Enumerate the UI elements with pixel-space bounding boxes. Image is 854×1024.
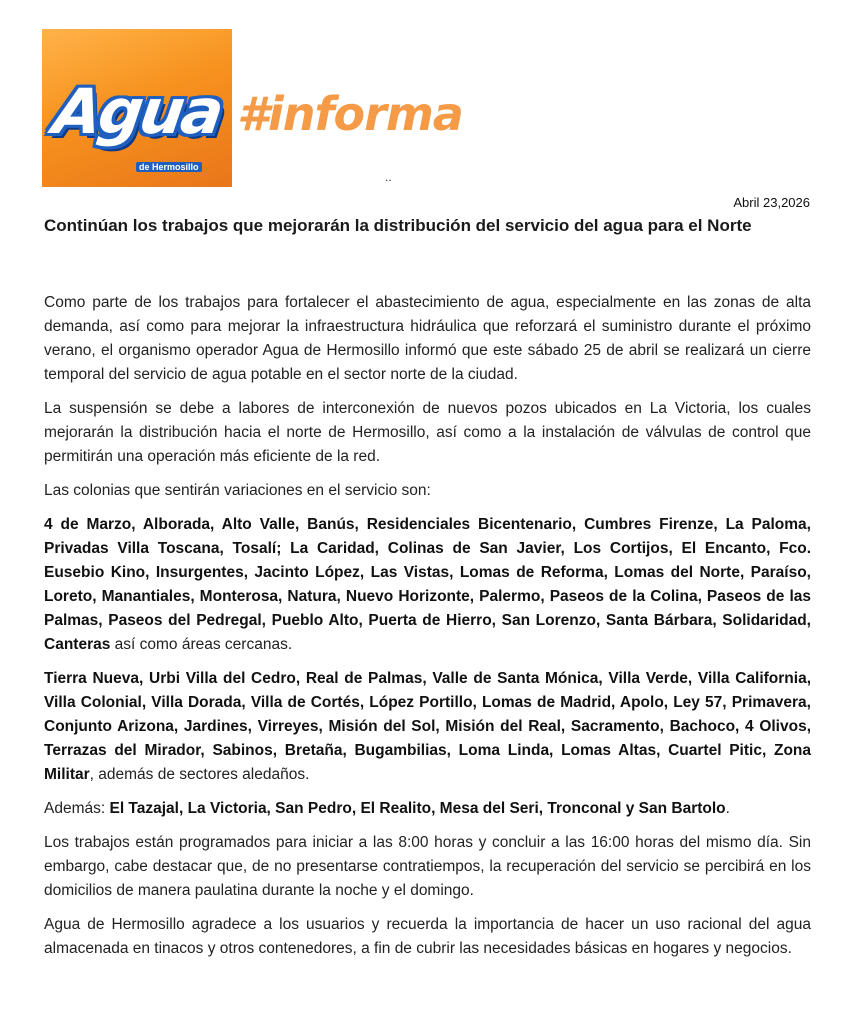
article-body — [44, 291, 811, 971]
paragraph-schedule: Los trabajos están programados para iniciar a las 8:00 horas y concluir a las 16:00 horas del mismo día. Sin embargo, cabe destacar que, de no presentarse contratiempos, la recuperación del servicio se percibirá en los domicilios de manera paulatina durante la noche y el domingo. — [44, 834, 811, 899]
colonias-lead-3: Además: — [44, 800, 110, 817]
release-date: Abril 23,2026 — [733, 195, 810, 210]
logo-brand-subtext: de Hermosillo — [136, 162, 202, 172]
page-title: Continúan los trabajos que mejorarán la distribución del servicio del agua para el Norte — [44, 216, 752, 235]
separator-dots: .. — [385, 170, 392, 184]
paragraph-reason: La suspensión se debe a labores de interconexión de nuevos pozos ubicados en La Victoria, los cuales mejorarán la distribución hacia el norte de Hermosillo, así como a la instalación de válvulas de control que permitirán una operación más eficiente de la red. — [44, 400, 811, 465]
paragraph-colonias-group-3 — [44, 797, 811, 821]
colonias-list-3: El Tazajal, La Victoria, San Pedro, El Realito, Mesa del Seri, Tronconal y San Bartolo — [109, 800, 726, 817]
colonias-tail-2: , además de sectores aledaños. — [89, 766, 310, 783]
colonias-list-2: Tierra Nueva, Urbi Villa del Cedro, Real de Palmas, Valle de Santa Mónica, Villa Verde, Villa California, Villa Colonial, Villa Dorada, Villa de Cortés, López Portillo, Lomas de Madrid, Apolo, Ley 57, Primavera, Conjunto Arizona, Jardines, Virreyes, Misión del Sol, Misión del Real, Sacramento, Bachoco, 4 Olivos, Terrazas del Mirador, Sabinos, Bretaña, Bugambilias, Loma Linda, Lomas Altas, Cuartel Pitic, Zona Militar — [44, 670, 811, 783]
hashtag-informa: #informa — [237, 87, 463, 141]
colonias-tail-1: así como áreas cercanas. — [110, 636, 293, 653]
paragraph-colonias-group-1 — [44, 513, 811, 657]
agua-logo — [42, 29, 232, 187]
paragraph-colonias-group-2 — [44, 667, 811, 787]
colonias-tail-3: . — [725, 800, 730, 817]
paragraph-list-intro: Las colonias que sentirán variaciones en el servicio son: — [44, 482, 431, 499]
paragraph-intro: Como parte de los trabajos para fortalecer el abastecimiento de agua, especialmente en las zonas de alta demanda, así como para mejorar la infraestructura hidráulica que reforzará el suministro durante el próximo verano, el organismo operador Agua de Hermosillo informó que este sábado 25 de abril se realizará un cierre temporal del servicio de agua potable en el sector norte de la ciudad. — [44, 294, 811, 383]
colonias-list-1: 4 de Marzo, Alborada, Alto Valle, Banús, Residenciales Bicentenario, Cumbres Firenze, La Paloma, Privadas Villa Toscana, Tosalí; La Caridad, Colinas de San Javier, Los Cortijos, El Encanto, Fco. Eusebio Kino, Insurgentes, Jacinto López, Las Vistas, Lomas de Reforma, Lomas del Norte, Paraíso, Loreto, Manantiales, Monterosa, Natura, Nuevo Horizonte, Palermo, Paseos de la Colina, Paseos de las Palmas, Paseos del Pedregal, Pueblo Alto, Puerta de Hierro, San Lorenzo, Santa Bárbara, Solidaridad, Canteras — [44, 516, 811, 653]
paragraph-closing: Agua de Hermosillo agradece a los usuarios y recuerda la importancia de hacer un uso racional del agua almacenada en tinacos y otros contenedores, a fin de cubrir las necesidades básicas en hogares y negocios. — [44, 916, 811, 957]
logo-brand-text: Agua — [48, 75, 226, 148]
